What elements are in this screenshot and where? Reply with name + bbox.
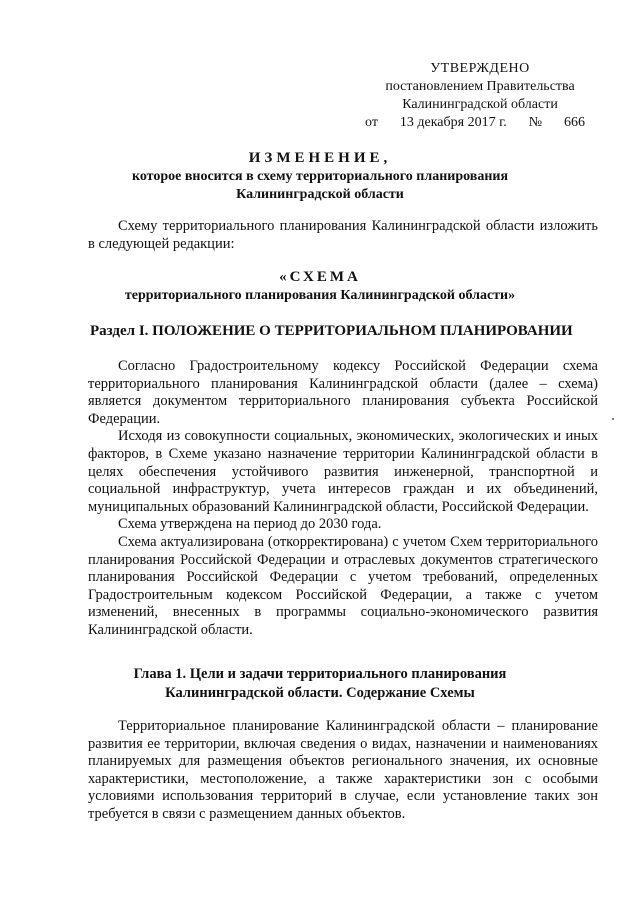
paragraph: Схема актуализирована (откорректирована) с учетом Схем территориального планирования Российской Федерации и отраслевых документов стратегического планирования Российской Федерации с учетом требований, определенных Градостроительным кодексом Российской Федерации, а также с учетом изменений, внесенных в программы социально-экономического развития Калининградской области.	[88, 533, 598, 638]
title-heading: ИЗМЕНЕНИЕ,	[248, 150, 392, 166]
chapter-body	[88, 718, 598, 824]
intro-text: Схему территориального планирования Калининградской области изложить в следующей редакции:	[88, 218, 598, 252]
title-line-2: Калининградской области	[236, 187, 404, 202]
approval-date-line	[365, 114, 595, 132]
approval-date: 13 декабря 2017 г.	[399, 115, 507, 130]
document-title	[70, 148, 570, 204]
section-body	[88, 358, 598, 640]
chapter-line-1: Глава 1. Цели и задачи территориального планирования	[133, 666, 507, 682]
approval-header: УТВЕРЖДЕНО	[430, 61, 530, 76]
section-heading: Раздел I. ПОЛОЖЕНИЕ О ТЕРРИТОРИАЛЬНОМ ПЛАНИРОВАНИИ	[90, 323, 573, 339]
schema-heading: «СХЕМА	[279, 269, 361, 285]
approval-line-1: постановлением Правительства	[385, 79, 575, 94]
paragraph: Схема утверждена на период до 2030 года.	[118, 516, 382, 533]
scan-artifact	[612, 418, 614, 420]
schema-subtitle: территориального планирования Калининградской области»	[124, 288, 516, 303]
intro-paragraph	[88, 217, 598, 253]
schema-title	[70, 268, 570, 305]
approval-number: 666	[563, 115, 585, 130]
number-label: №	[528, 115, 543, 130]
chapter-line-2: Калининградской области. Содержание Схемы	[165, 685, 475, 701]
title-line-1: которое вносится в схему территориального планирования	[131, 169, 509, 184]
date-prefix: от	[365, 115, 378, 130]
chapter-heading	[70, 665, 570, 703]
paragraph: Территориальное планирование Калининградской области – планирование развития ее территории, включая сведения о видах, назначении и наименованиях планируемых для размещения объектов регионального значения, их основные характеристики, местоположение, а также характеристики зон с особыми условиями использования территорий в случае, если установление таких зон требуется в связи с размещением данных объектов.	[88, 718, 598, 822]
approval-stamp	[365, 60, 595, 132]
paragraph: Согласно Градостроительному кодексу Российской Федерации схема территориального планирования Калининградской области (далее – схема) является документом территориального планирования субъекта Российской Федерации.	[88, 358, 598, 427]
paragraph: Исходя из совокупности социальных, экономических, экологических и иных факторов, в Схеме указано назначение территории Калининградской области в целях обеспечения устойчивого развития инженерной, транспортной и социальной инфраструктур, учета интересов граждан и их объединений, муниципальных образований Калининградской области, Российской Федерации.	[88, 428, 598, 515]
approval-line-2: Калининградской области	[402, 97, 558, 112]
